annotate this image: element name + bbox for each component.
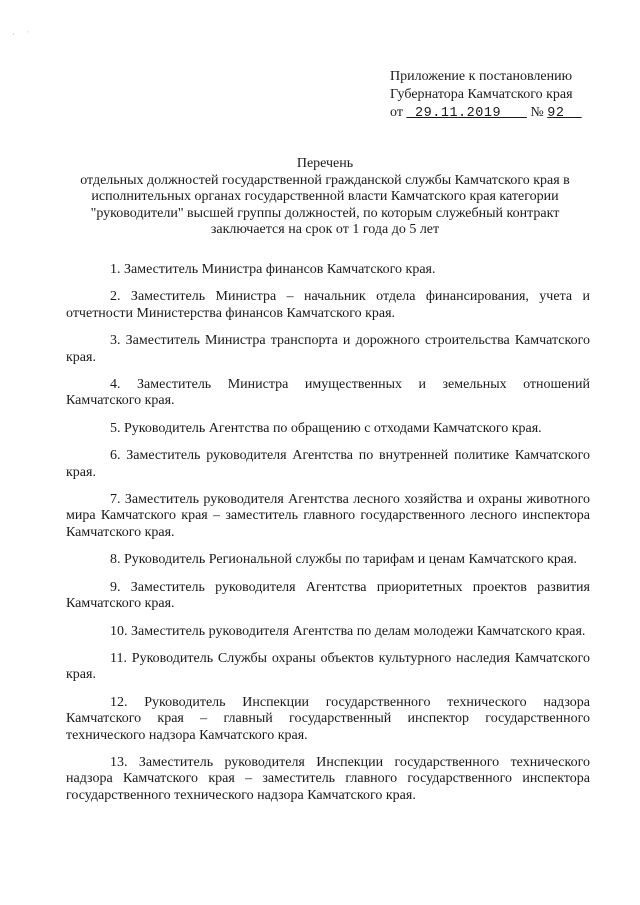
resolution-date: 29.11.2019 <box>415 106 502 121</box>
list-item: 1. Заместитель Министра финансов Камчатского края. <box>110 262 436 277</box>
list-item: 6. Заместитель руководителя Агентства по внутренней политике Камчатского края. <box>66 448 590 480</box>
list-item: 5. Руководитель Агентства по обращению с отходами Камчатского края. <box>110 420 542 436</box>
list-heading <box>62 156 588 239</box>
appendix-line-2: Губернатора Камчатского края <box>390 87 573 102</box>
list-subtitle: отдельных должностей государственной гражданской службы Камчатского края в исполнительных органах государственной власти Камчатского края категории "руководители" высшей группы должностей, по которым служебный контракт заключается на срок от 1 года до 5 лет <box>80 172 570 237</box>
scan-specks: · ˈ <box>12 30 30 39</box>
list-item: 4. Заместитель Министра имущественных и земельных отношений Камчатского края. <box>66 377 590 409</box>
list-item: 10. Заместитель руководителя Агентства по делам молодежи Камчатского края. <box>110 623 586 639</box>
list-item: 12. Руководитель Инспекции государственного технического надзора Камчатского края – главный государственный инспектор государственного технического надзора Камчатского края. <box>66 694 590 743</box>
list-item: 7. Заместитель руководителя Агентства лесного хозяйства и охраны животного мира Камчатского края – заместитель главного государственного лесного инспектора Камчатского края. <box>66 492 590 540</box>
appendix-line-1: Приложение к постановлению <box>390 69 573 84</box>
resolution-number: 92 <box>547 106 565 121</box>
list-item: 13. Заместитель руководителя Инспекции государственного технического надзора Камчатского края – заместитель главного государственного инспектора государственного технического надзора Камчатского края. <box>66 754 590 803</box>
appendix-block <box>390 68 610 123</box>
list-title: Перечень <box>296 156 354 171</box>
number-prefix: № <box>530 105 544 120</box>
list-item: 11. Руководитель Службы охраны объектов культурного наследия Камчатского края. <box>66 650 590 683</box>
positions-list <box>66 262 590 815</box>
appendix-date-line <box>390 104 610 123</box>
list-item: 8. Руководитель Региональной службы по тарифам и ценам Камчатского края. <box>110 552 578 568</box>
list-item: 9. Заместитель руководителя Агентства приоритетных проектов развития Камчатского края. <box>66 579 590 612</box>
list-item: 2. Заместитель Министра – начальник отдела финансирования, учета и отчетности Министерства финансов Камчатского края. <box>66 289 590 321</box>
list-item: 3. Заместитель Министра транспорта и дорожного строительства Камчатского края. <box>66 333 590 365</box>
date-prefix: от <box>390 105 403 120</box>
